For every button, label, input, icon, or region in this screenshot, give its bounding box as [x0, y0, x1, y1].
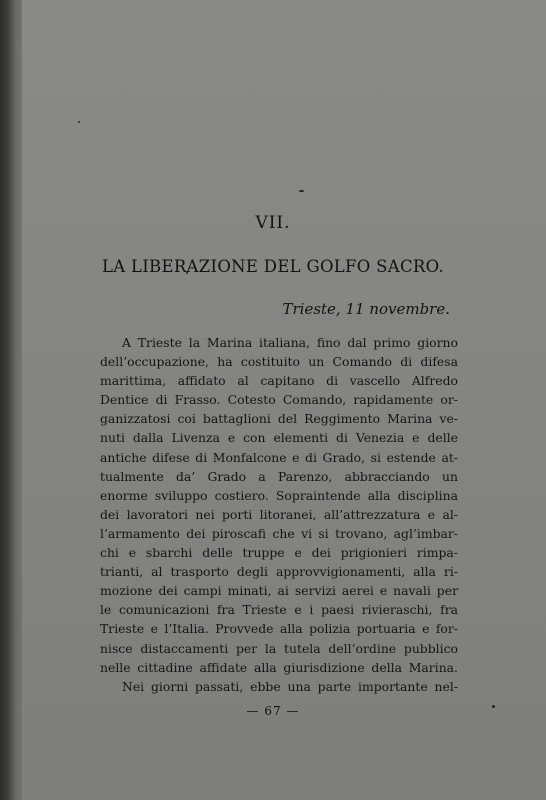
body-line: Nei giorni passati, ebbe una parte importante nel- [122, 678, 458, 694]
speck [78, 121, 80, 123]
body-line: nelle cittadine affidate alla giurisdizione della Marina. [100, 659, 458, 675]
body-line: marittima, affidato al capitano di vascello Alfredo [100, 373, 458, 389]
body-line: dei lavoratori nei porti litoranei, all’attrezzatura e al- [100, 506, 458, 522]
body-line: nuti dalla Livenza e con elementi di Venezia e delle [100, 430, 458, 446]
body-line: trianti, al trasporto degli approvvigionamenti, alla ri- [100, 564, 458, 580]
body-line: A Trieste la Marina italiana, fino dal primo giorno [122, 335, 458, 350]
body-line: ganizzatosi coi battaglioni del Reggimento Marina ve- [100, 411, 458, 427]
body-line: antiche difese di Monfalcone e di Grado, si estende at- [100, 449, 458, 465]
body-line: le comunicazioni fra Trieste e i paesi rivieraschi, fra [100, 602, 458, 618]
body-line: l’armamento dei piroscafi che vi si trovano, agl’imbar- [100, 525, 458, 541]
page-number: — 67 — [246, 704, 300, 718]
body-line: chi e sbarchi delle truppe e dei prigionieri rimpa- [100, 545, 458, 561]
body-line: nisce distaccamenti per la tutela dell’ordine pubblico [100, 640, 458, 656]
chapter-number: VII. [255, 213, 291, 233]
speck [299, 190, 304, 192]
body-line: Trieste e l’Italia. Provvede alla polizia portuaria e for- [100, 621, 458, 637]
dateline: Trieste, 11 novembre. [282, 300, 450, 318]
body-line: mozione dei campi minati, ai servizi aerei e navali per [100, 583, 458, 599]
body-line: Dentice di Frasso. Cotesto Comando, rapidamente or- [100, 392, 458, 408]
body-line: dell’occupazione, ha costituito un Comando di difesa [100, 354, 458, 370]
chapter-title: LA LIBERAZIONE DEL GOLFO SACRO. [101, 257, 445, 276]
body-text [100, 333, 458, 696]
body-line: enorme sviluppo costiero. Sopraintende alla disciplina [100, 487, 458, 503]
body-line: tualmente da’ Grado a Parenzo, abbracciando un [100, 468, 458, 484]
